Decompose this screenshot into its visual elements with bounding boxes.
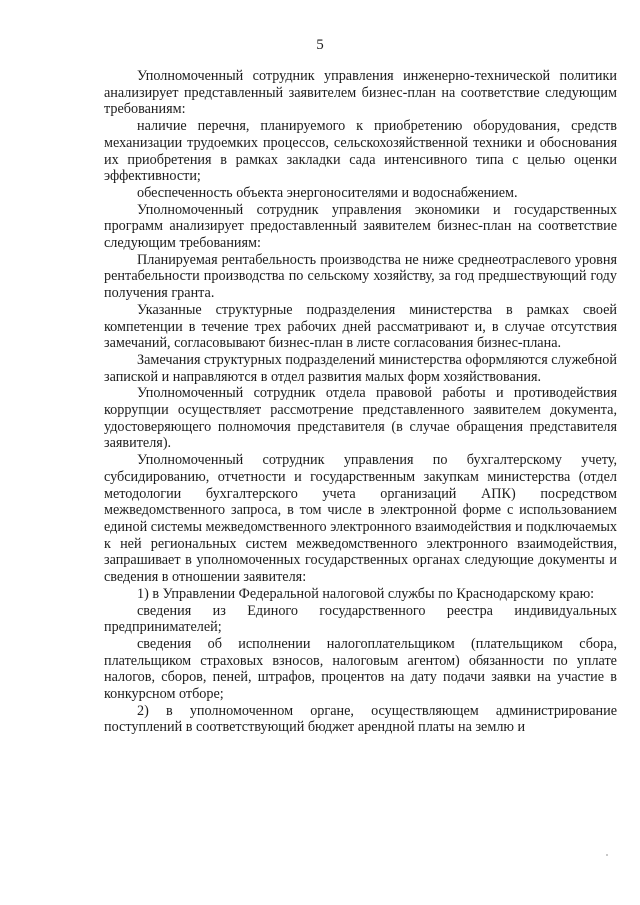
paragraph-tax-obligations-info: сведения об исполнении налогоплательщиком (плательщиком сбора, плательщиком страховых взносов, налоговым агентом) обязанности по уплате налогов, сборов, пеней, штрафов, процентов на дату подачи заявки на участие в конкурсном отборе;: [104, 635, 617, 703]
paragraph-legal-review: Уполномоченный сотрудник отдела правовой работы и противодействия коррупции осуществляет рассмотрение представленного заявителем документа, удостоверяющего полномочия представителя (в случае обращения представителя заявителя).: [104, 385, 617, 452]
paragraph-remarks-procedure: Замечания структурных подразделений министерства оформляются служебной запиской и направляются в отдел развития малых форм хозяйствования.: [104, 351, 617, 385]
document-body: [104, 68, 617, 736]
paragraph-equipment-list-requirement: наличие перечня, планируемого к приобретению оборудования, средств механизации трудоемких процессов, сельскохозяйственной техники и обоснования их приобретения в рамках закладки сада интенсивного типа с целью оценки эффективности;: [104, 118, 617, 185]
paragraph-engineering-review-intro: Уполномоченный сотрудник управления инженерно-технической политики анализирует представленный заявителем бизнес-план на соответствие следующим требованиям:: [104, 68, 617, 118]
paragraph-energy-water-requirement: обеспеченность объекта энергоносителями и водоснабжением.: [137, 184, 518, 201]
list-item-tax-service: 1) в Управлении Федеральной налоговой службы по Краснодарскому краю:: [137, 585, 595, 602]
page-number: 5: [316, 37, 324, 53]
paragraph-profitability-requirement: Планируемая рентабельность производства не ниже среднеотраслевого уровня рентабельности производства по сельскому хозяйству, за год предшествующий году получения гранта.: [104, 251, 617, 302]
scan-speck: [606, 854, 608, 856]
list-item-land-rent-authority: 2) в уполномоченном органе, осуществляющем администрирование поступлений в соответствующий бюджет арендной платы на землю и: [104, 702, 617, 736]
paragraph-interagency-request: Уполномоченный сотрудник управления по бухгалтерскому учету, субсидированию, отчетности и государственным закупкам министерства (отдел методологии бухгалтерского учета организаций АПК) посредством межведомственного запроса, в том числе в электронной форме с использованием единой системы межведомственного электронного взаимодействия и подключаемых к ней региональных систем межведомственного электронного взаимодействия, запрашивает в уполномоченных государственных органах следующие документы и сведения в отношении заявителя:: [104, 452, 617, 586]
paragraph-registry-info: сведения из Единого государственного реестра индивидуальных предпринимателей;: [104, 602, 617, 636]
paragraph-economics-review-intro: Уполномоченный сотрудник управления экономики и государственных программ анализирует предоставленный заявителем бизнес-план на соответствие следующим требованиям:: [104, 201, 617, 252]
paragraph-approval-procedure: Указанные структурные подразделения министерства в рамках своей компетенции в течение трех рабочих дней рассматривают и, в случае отсутствия замечаний, согласовывают бизнес-план в листе согласования бизнес-плана.: [104, 301, 617, 352]
